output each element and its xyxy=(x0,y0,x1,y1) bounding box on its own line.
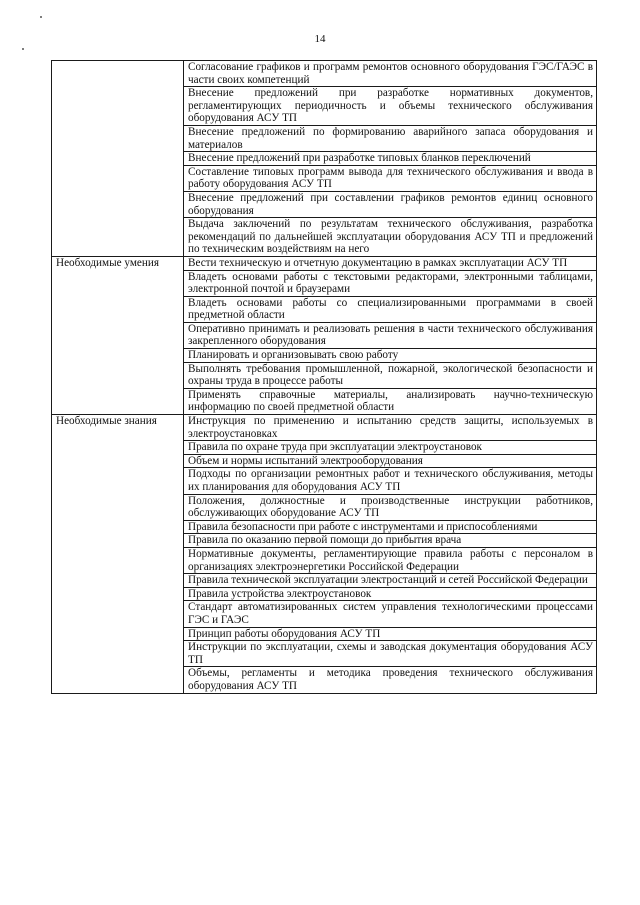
table-cell-item: Вести техническую и отчетную документацию в рамках эксплуатации АСУ ТП xyxy=(184,256,597,270)
table-cell-item: Внесение предложений при разработке типовых бланков переключений xyxy=(184,152,597,166)
qualification-table xyxy=(51,60,597,694)
table-cell-item: Инструкция по применению и испытанию средств защиты, используемых в электроустановках xyxy=(184,415,597,441)
table-cell-item: Составление типовых программ вывода для технического обслуживания и ввода в работу оборудования АСУ ТП xyxy=(184,165,597,191)
table-cell-item: Стандарт автоматизированных систем управления технологическими процессами ГЭС и ГАЭС xyxy=(184,601,597,627)
table-row xyxy=(52,256,597,270)
table-cell-item: Нормативные документы, регламентирующие правила работы с персоналом в организациях электроэнергетики Российской Федерации xyxy=(184,547,597,573)
table-cell-item: Внесение предложений по формированию аварийного запаса оборудования и материалов xyxy=(184,125,597,151)
table-cell-item: Правила технической эксплуатации электростанций и сетей Российской Федерации xyxy=(184,574,597,588)
table-cell-item: Согласование графиков и программ ремонтов основного оборудования ГЭС/ГАЭС в части своих компетенций xyxy=(184,61,597,87)
table-cell-item: Инструкции по эксплуатации, схемы и заводская документация оборудования АСУ ТП xyxy=(184,641,597,667)
table-cell-item: Подходы по организации ремонтных работ и технического обслуживания, методы их планирования для оборудования АСУ ТП xyxy=(184,468,597,494)
table-cell-item: Принцип работы оборудования АСУ ТП xyxy=(184,627,597,641)
table-cell-item: Правила устройства электроустановок xyxy=(184,587,597,601)
table-cell-item: Оперативно принимать и реализовать решения в части технического обслуживания закрепленного оборудования xyxy=(184,322,597,348)
table-cell-item: Выдача заключений по результатам технического обслуживания, разработка рекомендаций по дальнейшей эксплуатации оборудования АСУ ТП и предложений по техническим воздействиям на него xyxy=(184,218,597,257)
table-cell-item: Планировать и организовывать свою работу xyxy=(184,349,597,363)
table-cell-item: Внесение предложений при составлении графиков ремонтов единиц основного оборудования xyxy=(184,191,597,217)
table-cell-item: Положения, должностные и производственные инструкции работников, обслуживающих оборудование АСУ ТП xyxy=(184,494,597,520)
table-row xyxy=(52,415,597,441)
table-cell-item: Владеть основами работы с текстовыми редакторами, электронными таблицами, электронной почтой и браузерами xyxy=(184,270,597,296)
table-cell-item: Внесение предложений при разработке нормативных документов, регламентирующих периодичность и объемы технического обслуживания оборудования АСУ ТП xyxy=(184,87,597,126)
table-cell-item: Объем и нормы испытаний электрооборудования xyxy=(184,454,597,468)
page-number: 14 xyxy=(314,33,326,45)
table-cell-item: Применять справочные материалы, анализировать научно-техническую информацию по своей предметной области xyxy=(184,388,597,414)
section-label: Необходимые знания xyxy=(52,415,184,693)
table-cell-item: Объемы, регламенты и методика проведения технического обслуживания оборудования АСУ ТП xyxy=(184,667,597,693)
table-cell-item: Владеть основами работы со специализированными программами в своей предметной области xyxy=(184,296,597,322)
section-label: Необходимые умения xyxy=(52,256,184,414)
table-cell-item: Правила по оказанию первой помощи до прибытия врача xyxy=(184,534,597,548)
table-cell-item: Правила по охране труда при эксплуатации электроустановок xyxy=(184,441,597,455)
table-cell-item: Выполнять требования промышленной, пожарной, экологической безопасности и охраны труда в процессе работы xyxy=(184,362,597,388)
section-label-empty xyxy=(52,61,184,257)
scan-speck xyxy=(40,16,42,18)
table-cell-item: Правила безопасности при работе с инструментами и приспособлениями xyxy=(184,520,597,534)
table-body xyxy=(52,61,597,694)
scan-speck xyxy=(22,48,24,50)
table-row xyxy=(52,61,597,87)
